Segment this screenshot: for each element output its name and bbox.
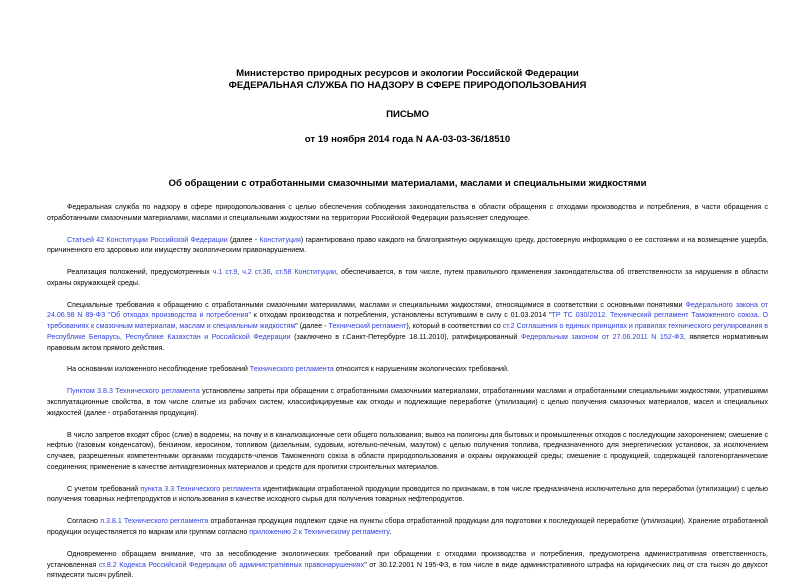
paragraph-text: , обеспечивается, в том числе, путем правильного применения законодательства об ответственности за нарушения в области охраны окружающей среды.	[47, 268, 769, 287]
document-body	[47, 202, 768, 581]
paragraph-text: установлены запреты при обращении с отработанными смазочными материалами, отработанными маслами и отработанными специальными жидкостями, утратившими эксплуатационные свойства, в том числе слитые из рабочих систем, классифицируемые как отходы и подлежащие переработке (утилизации) с целью получения смазочных материалов, масел и специальных жидкостей (далее - отработанная продукция).	[47, 387, 768, 417]
paragraph-text: Одновременно обращаем внимание, что за несоблюдение экологических требований при обращении с отходами производства и потребления, предусмотрена административная ответственность, установленная	[47, 549, 768, 569]
paragraph	[47, 300, 768, 354]
paragraph	[47, 516, 768, 537]
paragraph-text: " (далее -	[295, 322, 329, 331]
paragraph-text: ), который в соответствии со	[406, 322, 503, 331]
document-link[interactable]: Технический регламент	[328, 322, 407, 331]
document-link[interactable]: Конституция	[259, 235, 301, 244]
paragraph	[47, 235, 768, 256]
paragraph-text: ,	[270, 268, 276, 277]
paragraph-text: На основании изложенного несоблюдение требований	[67, 365, 250, 374]
paragraph-text: к отходам производства и потребления, установлены вступившим в силу с 01.03.2014 "	[250, 311, 552, 320]
document-link[interactable]: пункта 3.3 Технического регламента	[140, 484, 261, 493]
document-link[interactable]: Статьей 42 Конституции Российской Федерации	[67, 235, 228, 244]
paragraph-text: Реализация положений, предусмотренных	[67, 268, 213, 277]
document-link[interactable]: Федерального закона от 24.06.98 N 89-ФЗ "Об отходах производства и потребления"	[47, 300, 768, 320]
document-link[interactable]: ч.1 ст.9	[212, 268, 238, 277]
paragraph-text: относится к нарушениям экологических требований.	[333, 365, 509, 374]
paragraph-text: , является нормативным правовым актом прямого действия.	[47, 332, 768, 352]
paragraph	[47, 386, 768, 418]
document-link[interactable]: ст.2 Соглашения о единых принципах и правилах технического регулирования в Республике Беларусь, Республике Казахстан и Российской Федерации	[47, 322, 769, 341]
paragraph-text: (далее -	[227, 235, 260, 244]
document-header	[47, 68, 768, 145]
paragraph	[47, 549, 768, 581]
paragraph-text: ,	[237, 268, 243, 277]
paragraph	[47, 430, 768, 473]
paragraph-text: .	[389, 527, 392, 536]
document-link[interactable]: п.3.8.1 Технического регламента	[100, 517, 209, 526]
document-link[interactable]: ст.8.2 Кодекса Российской Федерации об административных правонарушениях	[98, 560, 365, 569]
paragraph-text: Согласно	[67, 517, 101, 526]
ministry-name: Министерство природных ресурсов и экологии Российской Федерации	[236, 68, 579, 79]
document-type: ПИСЬМО	[386, 109, 429, 120]
paragraph	[47, 202, 768, 223]
paragraph-text: С учетом требований	[67, 484, 141, 493]
document-subject: Об обращении с отработанными смазочными материалами, маслами и специальными жидкостями	[168, 178, 647, 189]
paragraph-text: " от 30.12.2001 N 195-ФЗ, в том числе в виде административного штрафа на юридических лиц от ста тысяч до двухсот пятидесяти тысяч рублей.	[47, 560, 768, 580]
document-link[interactable]: Пунктом 3.8.3 Технического регламента	[67, 387, 200, 396]
document-link[interactable]: Технического регламента	[249, 365, 334, 374]
document-link[interactable]: Федеральным законом от 27.06.2011 N 152-ФЗ	[520, 332, 684, 341]
document-date-number: от 19 ноября 2014 года N АА-03-03-36/18510	[304, 133, 511, 145]
paragraph-text: отработанная продукция подлежит сдаче на пункты сбора отработанной продукции для подготовки к последующей переработке (утилизации). Хранение отработанной продукции осуществляется по маркам или группам согласно	[47, 517, 768, 536]
document-link[interactable]: ТР ТС 030/2012. Технический регламент Таможенного союза. О требованиях к смазочным материалам, маслам и специальным жидкостям	[47, 311, 769, 331]
paragraph	[47, 267, 768, 288]
document-link[interactable]: ст.58 Конституции	[275, 268, 336, 277]
paragraph	[47, 364, 768, 375]
paragraph-text: (заключено в г.Санкт-Петербурге 18.11.2010), ратифицированный	[290, 332, 521, 341]
paragraph-text: В число запретов входят сброс (слив) в водоемы, на почву и в канализационные сети общего пользования; вывоз на полигоны для бытовых и промышленных отходов с последующим захоронением; смешение с нефтью (газовым конденсатом), бензином, керосином, топливом (дизельным, судовым, котельно-печным, мазутом) с целью получения топлива, предназначенного для энергетических установок, за исключением случаев, разрешенных компетентными органами государств-членов Таможенного союза в области природопользования и охраны окружающей среды; смешение с продукцией, содержащей галогенорганические соединения; применение в качестве антиадгезионных материалов и средств для пропитки строительных материалов.	[47, 430, 768, 471]
service-name: ФЕДЕРАЛЬНАЯ СЛУЖБА ПО НАДЗОРУ В СФЕРЕ ПРИРОДОПОЛЬЗОВАНИЯ	[228, 79, 587, 91]
paragraph	[47, 484, 768, 505]
paragraph-text: Федеральная служба по надзору в сфере природопользования с целью обеспечения соблюдения законодательства в области обращения с отходами производства и потребления, в части обращения с отработанными смазочными материалами, маслами и специальными жидкостями на территории Российской Федерации разъясняет следующее.	[47, 203, 768, 222]
paragraph-text: Специальные требования к обращению с отработанными смазочными материалами, маслами и специальными жидкостями, относящимися в соответствии с основными понятиями	[67, 300, 686, 309]
document-link[interactable]: ч.2 ст.36	[242, 268, 271, 277]
document-link[interactable]: приложению 2 к Техническому регламенту	[249, 527, 390, 536]
paragraph-text: идентификации отработанной продукции проводится по признакам, в том числе предназначена исключительно для переработки (утилизации) с целью получения товарных нефтепродуктов и использования в качестве исходного сырья для получения товарных нефтепродуктов.	[47, 484, 768, 504]
paragraph-text: ) гарантировано право каждого на благоприятную окружающую среду, достоверную информацию о ее состоянии и на возмещение ущерба, причиненного его здоровью или имуществу экологическим правонарушением.	[47, 235, 768, 255]
